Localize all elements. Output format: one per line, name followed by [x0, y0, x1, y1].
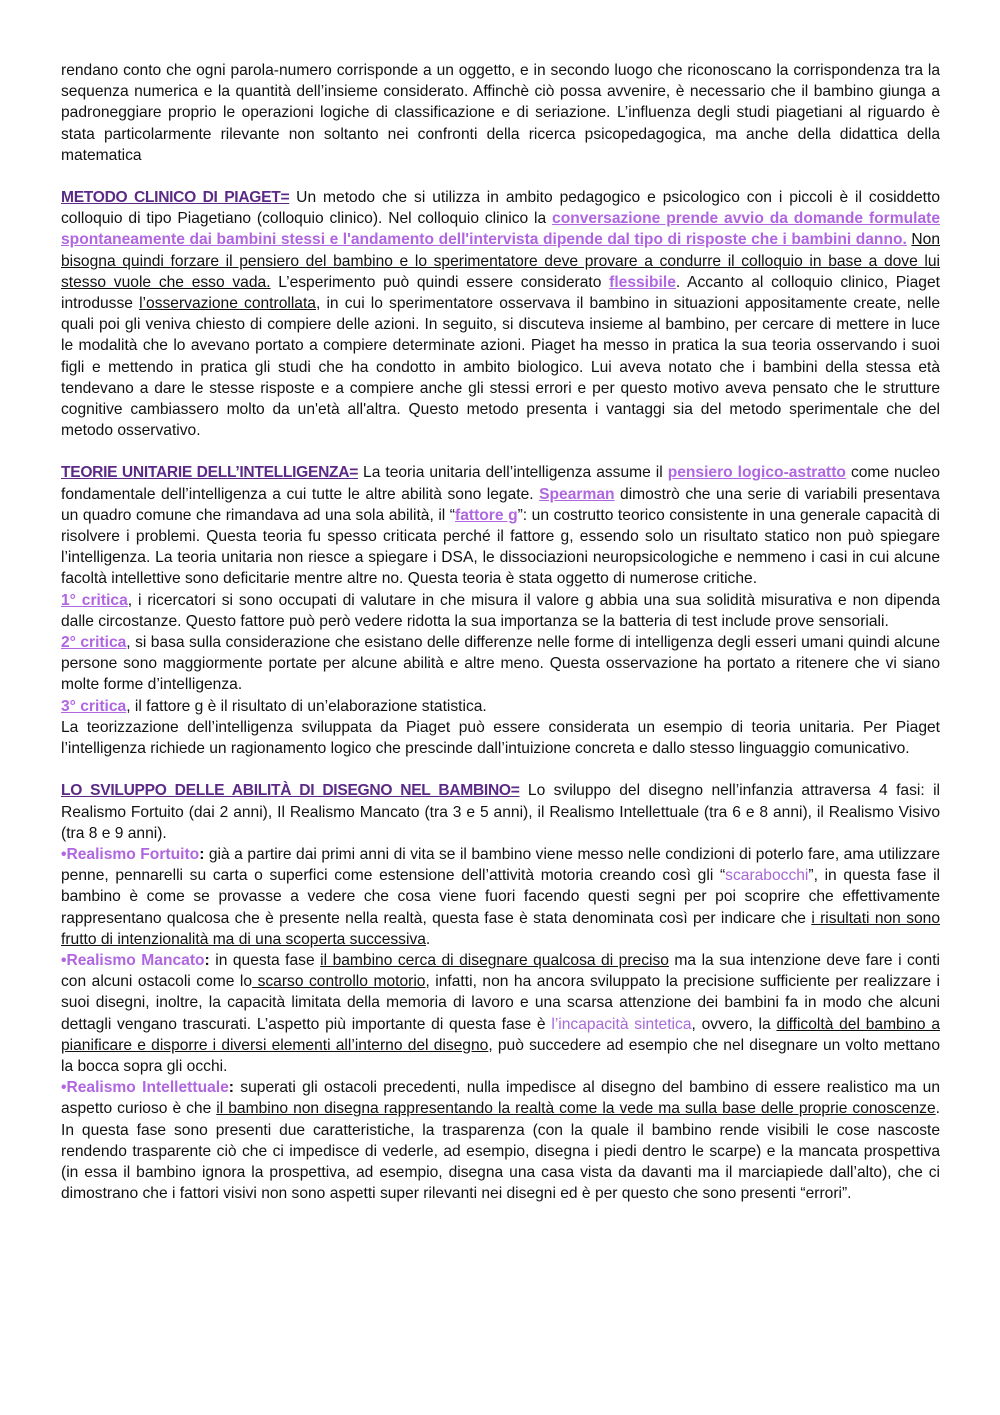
critica-2-paragraph [61, 632, 940, 696]
critica-1-text: , i ricercatori si sono occupati di valutare in che misura il valore g abbia una sua solidità misurativa e non dipenda dalle circostanze. Questo fattore può però vedere ridotta la sua importanza se la batteria di test include prove sensoriali. [61, 591, 940, 630]
document-page [61, 60, 940, 1204]
teorie-closing-text: La teorizzazione dell’intelligenza sviluppata da Piaget può essere considerata un esempio di teoria unitaria. Per Piaget l’intelligenza richiede un ragionamento logico che prescinde dall’intuizione concreta e dallo stesso linguaggio comunicativo. [61, 718, 940, 758]
fase-mancato-text-1: in questa fase [209, 951, 321, 969]
fase-fortuito-text-1: già a partire dai primi anni di vita se il bambino viene messo nelle condizioni di poterlo fare, ama utilizzare penne, pennarelli su carta o superfici come estensione dell’attività motoria creando così gli “ [61, 845, 941, 885]
critica-3-label: 3° critica [61, 697, 127, 715]
teorie-section [61, 462, 940, 589]
fase-mancato-label: •Realismo Mancato [61, 951, 205, 969]
critica-1-paragraph [61, 590, 940, 632]
fase-mancato-text-2: ma la sua intenzione deve fare i conti con alcuni ostacoli come lo [61, 951, 940, 991]
teorie-text-4: ”: un costrutto teorico consistente in una generale capacità di risolvere i problemi. Questa teoria fu spesso criticata perché il fattore g, essendo solo un risultato statico non può spiegare l’intelligenza. La teoria unitaria non riesce a spiegare i DSA, le dissociazioni neuropsicologiche e nemmeno i casi in cui alcune facoltà intellettive sono deficitarie mentre altre no. Questa teoria è stata oggetto di numerose critiche. [61, 506, 940, 588]
fase-mancato-paragraph [61, 950, 940, 1077]
metodo-highlight-1: conversazione prende avvio da domande formulate spontaneamente dai bambini stessi e l'andamento dell'intervista dipende dal tipo di risposte che i bambini danno. [61, 210, 940, 249]
metodo-underline-2: l’osservazione controllata [139, 295, 316, 313]
fase-mancato-incapacita: l’incapacità sintetica [551, 1015, 692, 1033]
metodo-text-5: , in cui lo sperimentatore osservava il bambino in situazioni appositamente create, nelle quali poi gli veniva chiesto di compiere delle azioni. In seguito, si discuteva insieme al bambino, per cercare di mettere in luce le modalità che lo avevano portato a compiere determinate azioni. Piaget ha messo in pratica la sua teoria osservando i suoi figli e mettendo in pratica gli studi che ha condotto in ambito biologico. Lui aveva notato che i bambini della stessa età tendevano a dare le stesse risposte e a compiere anche gli stessi errori e per questo motivo aveva pensato che le strutture cognitive cambiassero molto da un'età all'altra. Questo metodo presenta i vantaggi sia del metodo sperimentale che del metodo osservativo. [61, 295, 941, 440]
fase-mancato-text-5: , può succedere ad esempio che nel disegnare un volto mettano la bocca sopra gli occhi. [61, 1036, 940, 1075]
teorie-text-3: dimostrò che una serie di variabili presentava un quadro comune che rimandava ad una sola abilità, il “ [61, 485, 940, 524]
fase-fortuito-label: •Realismo Fortuito [61, 845, 200, 863]
teorie-text-2: come nucleo fondamentale dell’intelligenza a cui tutte le altre abilità sono legate. [61, 464, 941, 503]
teorie-closing-paragraph [61, 717, 940, 759]
paragraph-gap [61, 441, 940, 462]
intro-text: rendano conto che ogni parola-numero corrisponde a un oggetto, e in secondo luogo che riconoscano la corrispondenza tra la sequenza numerica e la quantità dell’insieme considerato. Affinchè ciò possa avvenire, è necessario che il bambino giunga a padroneggiare proprio le operazioni logiche di classificazione e di seriazione. L’influenza degli studi piagetiani al riguardo è stata particolarmente rilevante non soltanto nei confronti della ricerca psicopedagogica, ma anche della didattica della matematica [61, 62, 940, 164]
metodo-section [61, 187, 940, 441]
disegno-section [61, 780, 940, 844]
fase-intellettuale-text-1: superati gli ostacoli precedenti, nulla impedisce al disegno del bambino di essere realistico ma un aspetto curioso è che [61, 1079, 941, 1118]
fase-intellettuale-colon: : [228, 1079, 234, 1097]
fase-intellettuale-underline: il bambino non disegna rappresentando la realtà come la vede ma sulla base delle proprie conoscenze [216, 1100, 936, 1118]
teorie-highlight-2: Spearman [539, 485, 615, 503]
fase-fortuito-text-2: ”, in questa fase il bambino è come se provasse a vedere che cosa viene fuori facendo questi segni per poi scoprire che effettivamente rappresentano qualcosa che è presente nella realtà, questa fase è stata denominata così per indicare che [61, 867, 941, 927]
metodo-underline-1: Non bisogna quindi forzare il pensiero del bambino e lo sperimentatore deve provare a condurre il colloquio in base a dove lui stesso vuole che esso vada. [61, 231, 940, 291]
fase-fortuito-underline: i risultati non sono frutto di intenzionalità ma di una scoperta successiva [61, 909, 941, 948]
metodo-heading: METODO CLINICO DI PIAGET= [61, 189, 290, 207]
fase-fortuito-paragraph [61, 844, 940, 950]
fase-fortuito-scarabocchi: scarabocchi [725, 867, 809, 885]
fase-intellettuale-paragraph [61, 1077, 940, 1204]
metodo-text-1: Un metodo che si utilizza in ambito pedagogico e psicologico con i piccoli è il cosiddetto colloquio di tipo Piagetiano (colloquio clinico). Nel colloquio clinico la [61, 189, 940, 228]
teorie-highlight-3: fattore g [455, 506, 518, 524]
fase-mancato-text-3: , infatti, non ha ancora sviluppato la precisione sufficiente per realizzare i suoi disegni, inoltre, la capacità limitata della memoria di lavoro e una scarsa attenzione dei bambini fa in modo che alcuni dettagli vengano trascurati. L’aspetto più importante di questa fase è [61, 973, 940, 1033]
fase-mancato-underline-3: difficoltà del bambino a pianificare e disporre i diversi elementi all’interno del disegno [61, 1015, 940, 1054]
metodo-highlight-2: flessibile [609, 273, 676, 291]
metodo-text-4: . Accanto al colloquio clinico, Piaget introdusse [61, 273, 940, 313]
critica-3-paragraph [61, 696, 940, 717]
fase-mancato-underline-2: scarso controllo motorio [252, 973, 426, 991]
critica-2-text: , si basa sulla considerazione che esistano delle differenze nelle forme di intelligenza degli esseri umani quindi alcune persone sono maggiormente portate per alcune abilità e altre meno. Questa osservazione ha portato a ritenere che vi siano molte forme d’intelligenza. [61, 634, 940, 694]
fase-mancato-text-4: , ovvero, la [691, 1015, 777, 1033]
teorie-heading: TEORIE UNITARIE DELL’INTELLIGENZA= [61, 464, 359, 482]
disegno-text-1: Lo sviluppo del disegno nell’infanzia attraversa 4 fasi: il Realismo Fortuito (dai 2 anni), Il Realismo Mancato (tra 3 e 5 anni), il Realismo Intellettuale (tra 6 e 8 anni), il Realismo Visivo (tra 8 e 9 anni). [61, 782, 940, 842]
fase-intellettuale-label: •Realismo Intellettuale [61, 1079, 229, 1097]
fase-fortuito-colon: : [199, 845, 205, 863]
paragraph-gap [61, 166, 940, 187]
fase-fortuito-text-3: . [425, 930, 431, 948]
critica-3-text: , il fattore g è il risultato di un’elaborazione statistica. [126, 697, 487, 715]
teorie-highlight-1: pensiero logico-astratto [667, 464, 846, 482]
teorie-text-1: La teoria unitaria dell’intelligenza assume il [358, 464, 668, 482]
fase-intellettuale-text-2: . In questa fase sono presenti due caratteristiche, la trasparenza (con la quale il bambino rende visibili le cose nascoste rendendo trasparente ciò che ci impedisce di vederle, ad esempio, disegna i piedi dentro le scarpe) e la mancata prospettiva (in essa il bambino ignora la prospettiva, ad esempio, disegna una casa vista da davanti ma il marciapiede dall’alto), che ci dimostrano che i fattori visivi non sono aspetti super rilevanti nei disegni ed è per questo che sono presenti “errori”. [61, 1100, 940, 1203]
fase-mancato-underline-1: il bambino cerca di disegnare qualcosa di preciso [320, 951, 669, 969]
critica-2-label: 2° critica [61, 634, 127, 652]
fase-mancato-colon: : [204, 951, 210, 969]
metodo-text-3: L’esperimento può quindi essere considerato [270, 273, 610, 291]
intro-paragraph [61, 60, 940, 166]
critica-1-label: 1° critica [61, 591, 128, 609]
disegno-heading: LO SVILUPPO DELLE ABILITÀ DI DISEGNO NEL BAMBINO= [61, 782, 520, 800]
paragraph-gap [61, 759, 940, 780]
